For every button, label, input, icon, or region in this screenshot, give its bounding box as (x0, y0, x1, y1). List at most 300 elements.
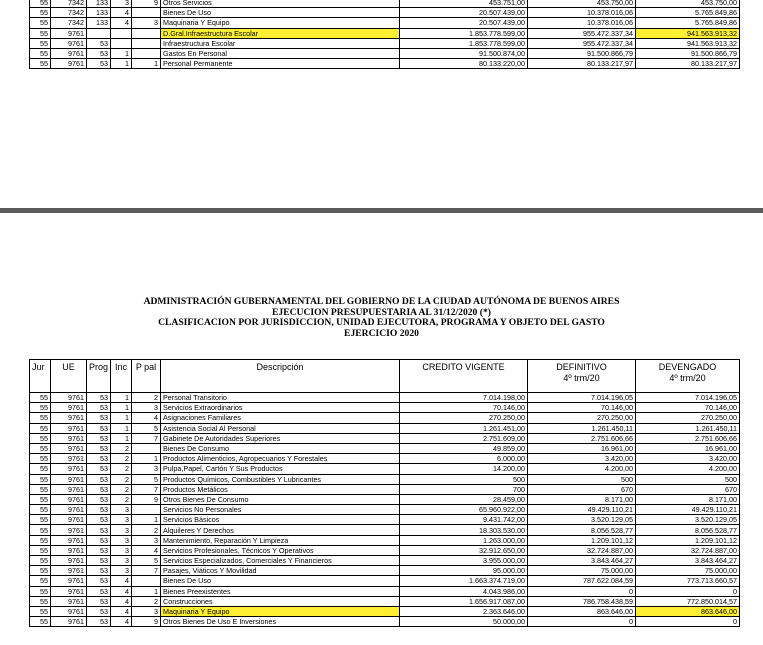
cell-inc: 2 (111, 443, 132, 453)
cell-ue: 9761 (51, 525, 87, 535)
cell-ue: 9761 (51, 545, 87, 555)
cell-ppal: 5 (132, 423, 161, 433)
table-row (30, 443, 740, 453)
report-page-1 (0, 0, 763, 208)
report-fiscal-year: EJERCICIO 2020 (344, 327, 419, 339)
cell-inc: 2 (111, 494, 132, 504)
table-row (30, 393, 740, 403)
cell-credito-vigente: 2.363.646,00 (400, 606, 528, 616)
report-title: ADMINISTRACIÓN GUBERNAMENTAL DEL GOBIERNO DE LA CIUDAD AUTÓNOMA DE BUENOS AIRES (143, 296, 620, 307)
header-row (30, 360, 740, 393)
budget-table-top-body (30, 0, 740, 69)
table-row (30, 59, 740, 69)
cell-jur: 55 (30, 464, 51, 474)
cell-jur: 55 (30, 617, 51, 627)
cell-prog: 53 (87, 525, 111, 535)
cell-descripcion: Productos Alimenticios, Agropecuarios Y Forestales (161, 454, 400, 464)
cell-descripcion: Infraestructura Escolar (161, 38, 400, 48)
cell-devengado: 941.563.913,32 (636, 28, 740, 38)
budget-table-top (29, 0, 740, 69)
cell-jur: 55 (30, 556, 51, 566)
cell-prog: 53 (87, 433, 111, 443)
cell-prog: 53 (87, 515, 111, 525)
budget-table-main-body (30, 393, 740, 627)
cell-credito-vigente: 65.960.922,00 (400, 505, 528, 515)
cell-devengado: 2.751.606,66 (636, 433, 740, 443)
cell-ppal (132, 576, 161, 586)
cell-ue: 9761 (51, 556, 87, 566)
cell-inc: 1 (111, 48, 132, 58)
cell-descripcion: Gabinete De Autoridades Superiores (161, 433, 400, 443)
cell-definitivo: 10.378.016,06 (528, 8, 636, 18)
cell-credito-vigente: 18.303.530,00 (400, 525, 528, 535)
cell-descripcion: Personal Transitorio (161, 393, 400, 403)
cell-descripcion: Alquileres Y Derechos (161, 525, 400, 535)
cell-ue: 9761 (51, 413, 87, 423)
cell-prog: 53 (87, 535, 111, 545)
cell-descripcion: Bienes De Uso (161, 8, 400, 18)
cell-definitivo: 10.378.016,06 (528, 18, 636, 28)
cell-definitivo: 500 (528, 474, 636, 484)
cell-definitivo: 787.622.084,59 (528, 576, 636, 586)
budget-table-header (30, 360, 740, 393)
cell-jur: 55 (30, 586, 51, 596)
cell-ppal: 1 (132, 454, 161, 464)
report-title-block (0, 297, 763, 339)
cell-prog: 53 (87, 413, 111, 423)
cell-credito-vigente: 1.663.374.719,00 (400, 576, 528, 586)
cell-credito-vigente: 20.507.439,00 (400, 8, 528, 18)
cell-prog: 53 (87, 423, 111, 433)
cell-devengado: 0 (636, 586, 740, 596)
cell-ue: 9761 (51, 28, 87, 38)
cell-ppal (132, 48, 161, 58)
cell-ue: 9761 (51, 576, 87, 586)
cell-definitivo: 32.724.887,00 (528, 545, 636, 555)
cell-inc: 1 (111, 59, 132, 69)
cell-jur: 55 (30, 505, 51, 515)
cell-jur: 55 (30, 393, 51, 403)
cell-jur: 55 (30, 443, 51, 453)
cell-definitivo: 75.000,00 (528, 566, 636, 576)
cell-prog: 53 (87, 48, 111, 58)
cell-inc: 2 (111, 464, 132, 474)
header-devengado-label: DEVENGADO (658, 362, 717, 372)
cell-ppal: 9 (132, 617, 161, 627)
cell-ppal: 2 (132, 596, 161, 606)
header-ue: UE (51, 360, 87, 393)
cell-prog: 53 (87, 505, 111, 515)
cell-ue: 7342 (51, 18, 87, 28)
cell-ppal: 3 (132, 606, 161, 616)
cell-devengado: 941.563.913,32 (636, 38, 740, 48)
cell-credito-vigente: 20.507.439,00 (400, 18, 528, 28)
cell-jur: 55 (30, 0, 51, 8)
cell-definitivo: 3.420,00 (528, 454, 636, 464)
cell-inc: 3 (111, 0, 132, 8)
cell-definitivo: 7.014.196,05 (528, 393, 636, 403)
header-credito-vigente: CREDITO VIGENTE (400, 360, 528, 393)
cell-ppal: 3 (132, 464, 161, 474)
cell-ppal: 4 (132, 545, 161, 555)
cell-devengado: 75.000,00 (636, 566, 740, 576)
cell-devengado: 49.429.110,21 (636, 505, 740, 515)
cell-credito-vigente: 95.000,00 (400, 566, 528, 576)
table-row (30, 576, 740, 586)
cell-jur: 55 (30, 484, 51, 494)
header-devengado (636, 360, 740, 393)
cell-devengado: 7.014.196,05 (636, 393, 740, 403)
cell-ppal: 3 (132, 403, 161, 413)
cell-ppal: 2 (132, 525, 161, 535)
table-row (30, 545, 740, 555)
cell-jur: 55 (30, 474, 51, 484)
cell-ppal: 3 (132, 18, 161, 28)
cell-prog: 53 (87, 596, 111, 606)
cell-inc: 1 (111, 433, 132, 443)
cell-inc: 2 (111, 454, 132, 464)
cell-prog: 133 (87, 0, 111, 8)
cell-definitivo: 955.472.337,34 (528, 38, 636, 48)
cell-ue: 9761 (51, 464, 87, 474)
cell-descripcion: Otros Servicios (161, 0, 400, 8)
cell-credito-vigente: 91.500.874,00 (400, 48, 528, 58)
table-row (30, 8, 740, 18)
cell-descripcion: Asistencia Social Al Personal (161, 423, 400, 433)
cell-jur: 55 (30, 48, 51, 58)
cell-devengado: 3.420,00 (636, 454, 740, 464)
cell-definitivo: 0 (528, 586, 636, 596)
cell-devengado: 3.520.129,05 (636, 515, 740, 525)
cell-descripcion: Asignaciones Familiares (161, 413, 400, 423)
cell-credito-vigente: 4.043.986,00 (400, 586, 528, 596)
cell-devengado: 5.765.849,86 (636, 18, 740, 28)
cell-jur: 55 (30, 423, 51, 433)
cell-descripcion: Productos Químicos, Combustibles Y Lubricantes (161, 474, 400, 484)
cell-definitivo: 91.500.866,79 (528, 48, 636, 58)
cell-credito-vigente: 50.000,00 (400, 617, 528, 627)
cell-inc: 4 (111, 586, 132, 596)
cell-prog: 53 (87, 403, 111, 413)
cell-descripcion: Gastos En Personal (161, 48, 400, 58)
table-row (30, 433, 740, 443)
table-row (30, 596, 740, 606)
cell-credito-vigente: 32.912.650,00 (400, 545, 528, 555)
cell-devengado: 863.646,00 (636, 606, 740, 616)
report-page-2 (0, 222, 763, 645)
table-row (30, 515, 740, 525)
cell-credito-vigente: 1.261.451,00 (400, 423, 528, 433)
cell-prog: 53 (87, 443, 111, 453)
cell-credito-vigente: 3.955.000,00 (400, 556, 528, 566)
cell-ppal (132, 28, 161, 38)
header-definitivo (528, 360, 636, 393)
cell-prog: 53 (87, 556, 111, 566)
cell-prog: 53 (87, 576, 111, 586)
cell-ue: 9761 (51, 38, 87, 48)
cell-descripcion: Otros Bienes De Uso E Inversiones (161, 617, 400, 627)
cell-prog (87, 28, 111, 38)
cell-definitivo: 453.750,00 (528, 0, 636, 8)
cell-prog: 53 (87, 566, 111, 576)
cell-jur: 55 (30, 525, 51, 535)
cell-devengado: 670 (636, 484, 740, 494)
header-inc: Inc (111, 360, 132, 393)
cell-definitivo: 70.146,00 (528, 403, 636, 413)
table-row (30, 556, 740, 566)
cell-devengado: 70.146,00 (636, 403, 740, 413)
cell-definitivo: 1.209.101,12 (528, 535, 636, 545)
header-prog: Prog (87, 360, 111, 393)
table-row (30, 413, 740, 423)
cell-definitivo: 4.200,00 (528, 464, 636, 474)
cell-inc: 1 (111, 413, 132, 423)
table-row (30, 566, 740, 576)
cell-ue: 9761 (51, 515, 87, 525)
cell-devengado: 0 (636, 617, 740, 627)
cell-jur: 55 (30, 596, 51, 606)
cell-definitivo: 955.472.337,34 (528, 28, 636, 38)
cell-definitivo: 0 (528, 617, 636, 627)
table-row (30, 586, 740, 596)
cell-jur: 55 (30, 576, 51, 586)
cell-devengado: 8.171,00 (636, 494, 740, 504)
cell-devengado: 453.750,00 (636, 0, 740, 8)
cell-credito-vigente: 49.859,00 (400, 443, 528, 453)
cell-inc: 4 (111, 596, 132, 606)
cell-inc (111, 38, 132, 48)
cell-prog: 53 (87, 59, 111, 69)
table-row (30, 494, 740, 504)
cell-prog: 53 (87, 393, 111, 403)
cell-jur: 55 (30, 454, 51, 464)
header-definitivo-label: DEFINITIVO (556, 362, 607, 372)
table-row (30, 38, 740, 48)
table-row (30, 617, 740, 627)
cell-prog: 53 (87, 484, 111, 494)
cell-inc: 3 (111, 515, 132, 525)
cell-credito-vigente: 500 (400, 474, 528, 484)
table-row (30, 423, 740, 433)
cell-prog: 53 (87, 545, 111, 555)
cell-inc: 2 (111, 484, 132, 494)
cell-credito-vigente: 1.263.000,00 (400, 535, 528, 545)
cell-jur: 55 (30, 606, 51, 616)
cell-credito-vigente: 1.853.778.599,00 (400, 38, 528, 48)
cell-credito-vigente: 700 (400, 484, 528, 494)
cell-descripcion: Pulpa,Papel, Cartón Y Sus Productos (161, 464, 400, 474)
cell-devengado: 3.843.464,27 (636, 556, 740, 566)
cell-jur: 55 (30, 433, 51, 443)
cell-ue: 9761 (51, 606, 87, 616)
table-row (30, 18, 740, 28)
table-row (30, 606, 740, 616)
header-ppal: P pal (132, 360, 161, 393)
table-row (30, 525, 740, 535)
cell-inc: 3 (111, 535, 132, 545)
cell-descripcion: Construcciones (161, 596, 400, 606)
cell-ue: 7342 (51, 0, 87, 8)
cell-descripcion: Maquinaria Y Equipo (161, 18, 400, 28)
cell-descripcion: Maquinaria Y Equipo (161, 606, 400, 616)
cell-inc: 1 (111, 393, 132, 403)
report-classification: CLASIFICACION POR JURISDICCION, UNIDAD EJECUTORA, PROGRAMA Y OBJETO DEL GASTO (158, 317, 605, 328)
table-row (30, 484, 740, 494)
cell-devengado: 773.713.660,57 (636, 576, 740, 586)
cell-descripcion: Personal Permanente (161, 59, 400, 69)
cell-devengado: 1.261.450,11 (636, 423, 740, 433)
cell-ue: 9761 (51, 535, 87, 545)
table-row (30, 28, 740, 38)
header-jur: Jur (30, 360, 51, 393)
cell-definitivo: 3.843.464,27 (528, 556, 636, 566)
cell-ue: 9761 (51, 596, 87, 606)
cell-inc: 4 (111, 576, 132, 586)
cell-devengado: 91.500.866,79 (636, 48, 740, 58)
cell-jur: 55 (30, 535, 51, 545)
cell-jur: 55 (30, 545, 51, 555)
cell-descripcion: Servicios Extraordinarios (161, 403, 400, 413)
cell-jur: 55 (30, 8, 51, 18)
cell-definitivo: 8.056.528,77 (528, 525, 636, 535)
cell-descripcion: D.Gral.Infraestructura Escolar (161, 28, 400, 38)
cell-devengado: 1.209.101,12 (636, 535, 740, 545)
table-row (30, 464, 740, 474)
cell-descripcion: Pasajes, Viáticos Y Movilidad (161, 566, 400, 576)
cell-devengado: 4.200,00 (636, 464, 740, 474)
cell-ue: 9761 (51, 403, 87, 413)
cell-jur: 55 (30, 18, 51, 28)
cell-jur: 55 (30, 59, 51, 69)
cell-ue: 7342 (51, 8, 87, 18)
cell-inc: 1 (111, 403, 132, 413)
cell-ue: 9761 (51, 586, 87, 596)
cell-definitivo: 8.171,00 (528, 494, 636, 504)
cell-descripcion: Bienes De Uso (161, 576, 400, 586)
cell-definitivo: 3.520.129,05 (528, 515, 636, 525)
cell-inc: 1 (111, 423, 132, 433)
cell-descripcion: Mantenimiento, Reparación Y Limpieza (161, 535, 400, 545)
cell-prog: 53 (87, 474, 111, 484)
cell-jur: 55 (30, 28, 51, 38)
cell-credito-vigente: 6.000,00 (400, 454, 528, 464)
cell-devengado: 500 (636, 474, 740, 484)
cell-credito-vigente: 9.431.742,00 (400, 515, 528, 525)
table-row (30, 535, 740, 545)
budget-table-main (29, 359, 740, 627)
cell-prog: 53 (87, 494, 111, 504)
cell-credito-vigente: 270.250,00 (400, 413, 528, 423)
header-descripcion: Descripción (161, 360, 400, 393)
cell-prog: 133 (87, 18, 111, 28)
cell-devengado: 32.724.887,00 (636, 545, 740, 555)
cell-definitivo: 270.250,00 (528, 413, 636, 423)
cell-credito-vigente: 1.656.917.087,00 (400, 596, 528, 606)
cell-ue: 9761 (51, 474, 87, 484)
cell-credito-vigente: 70.146,00 (400, 403, 528, 413)
cell-jur: 55 (30, 566, 51, 576)
cell-jur: 55 (30, 515, 51, 525)
cell-descripcion: Bienes Preexistentes (161, 586, 400, 596)
cell-ue: 9761 (51, 48, 87, 58)
cell-inc: 2 (111, 474, 132, 484)
cell-jur: 55 (30, 413, 51, 423)
cell-ppal (132, 505, 161, 515)
cell-credito-vigente: 7.014.198,00 (400, 393, 528, 403)
table-row (30, 0, 740, 8)
cell-definitivo: 16.961,00 (528, 443, 636, 453)
cell-ue: 9761 (51, 494, 87, 504)
table-row (30, 474, 740, 484)
cell-ue: 9761 (51, 59, 87, 69)
cell-ue: 9761 (51, 393, 87, 403)
cell-prog: 53 (87, 454, 111, 464)
cell-jur: 55 (30, 38, 51, 48)
cell-credito-vigente: 453.751,00 (400, 0, 528, 8)
cell-descripcion: Servicios Especializados, Comerciales Y Financieros (161, 556, 400, 566)
header-definitivo-period: 4º trm/20 (563, 373, 600, 383)
cell-ppal: 5 (132, 474, 161, 484)
cell-ue: 9761 (51, 433, 87, 443)
table-row (30, 505, 740, 515)
cell-ppal: 7 (132, 484, 161, 494)
cell-ppal (132, 443, 161, 453)
cell-definitivo: 863.646,00 (528, 606, 636, 616)
cell-definitivo: 670 (528, 484, 636, 494)
cell-definitivo: 2.751.606,66 (528, 433, 636, 443)
cell-ppal: 4 (132, 413, 161, 423)
cell-ppal: 1 (132, 59, 161, 69)
cell-definitivo: 80.133.217,97 (528, 59, 636, 69)
cell-descripcion: Otros Bienes De Consumo (161, 494, 400, 504)
cell-ppal: 2 (132, 393, 161, 403)
cell-descripcion: Bienes De Consumo (161, 443, 400, 453)
cell-ppal: 9 (132, 0, 161, 8)
cell-devengado: 5.765.849,86 (636, 8, 740, 18)
cell-definitivo: 49.429.110,21 (528, 505, 636, 515)
cell-inc (111, 28, 132, 38)
cell-prog: 53 (87, 464, 111, 474)
cell-prog: 53 (87, 606, 111, 616)
table-row (30, 454, 740, 464)
cell-ue: 9761 (51, 505, 87, 515)
cell-ue: 9761 (51, 423, 87, 433)
cell-inc: 3 (111, 525, 132, 535)
cell-descripcion: Servicios Básicos (161, 515, 400, 525)
cell-ppal: 5 (132, 556, 161, 566)
cell-jur: 55 (30, 494, 51, 504)
table-row (30, 48, 740, 58)
cell-inc: 3 (111, 566, 132, 576)
cell-devengado: 772.850.014,57 (636, 596, 740, 606)
cell-ppal: 1 (132, 586, 161, 596)
cell-ue: 9761 (51, 617, 87, 627)
cell-inc: 3 (111, 556, 132, 566)
cell-inc: 4 (111, 8, 132, 18)
cell-devengado: 80.133.217,97 (636, 59, 740, 69)
cell-inc: 4 (111, 18, 132, 28)
header-devengado-period: 4º trm/20 (669, 373, 706, 383)
cell-ue: 9761 (51, 566, 87, 576)
cell-ppal: 1 (132, 515, 161, 525)
cell-credito-vigente: 14.200,00 (400, 464, 528, 474)
table-row (30, 403, 740, 413)
cell-definitivo: 786.758.438,59 (528, 596, 636, 606)
cell-ppal (132, 38, 161, 48)
cell-jur: 55 (30, 403, 51, 413)
cell-inc: 4 (111, 617, 132, 627)
cell-ue: 9761 (51, 454, 87, 464)
